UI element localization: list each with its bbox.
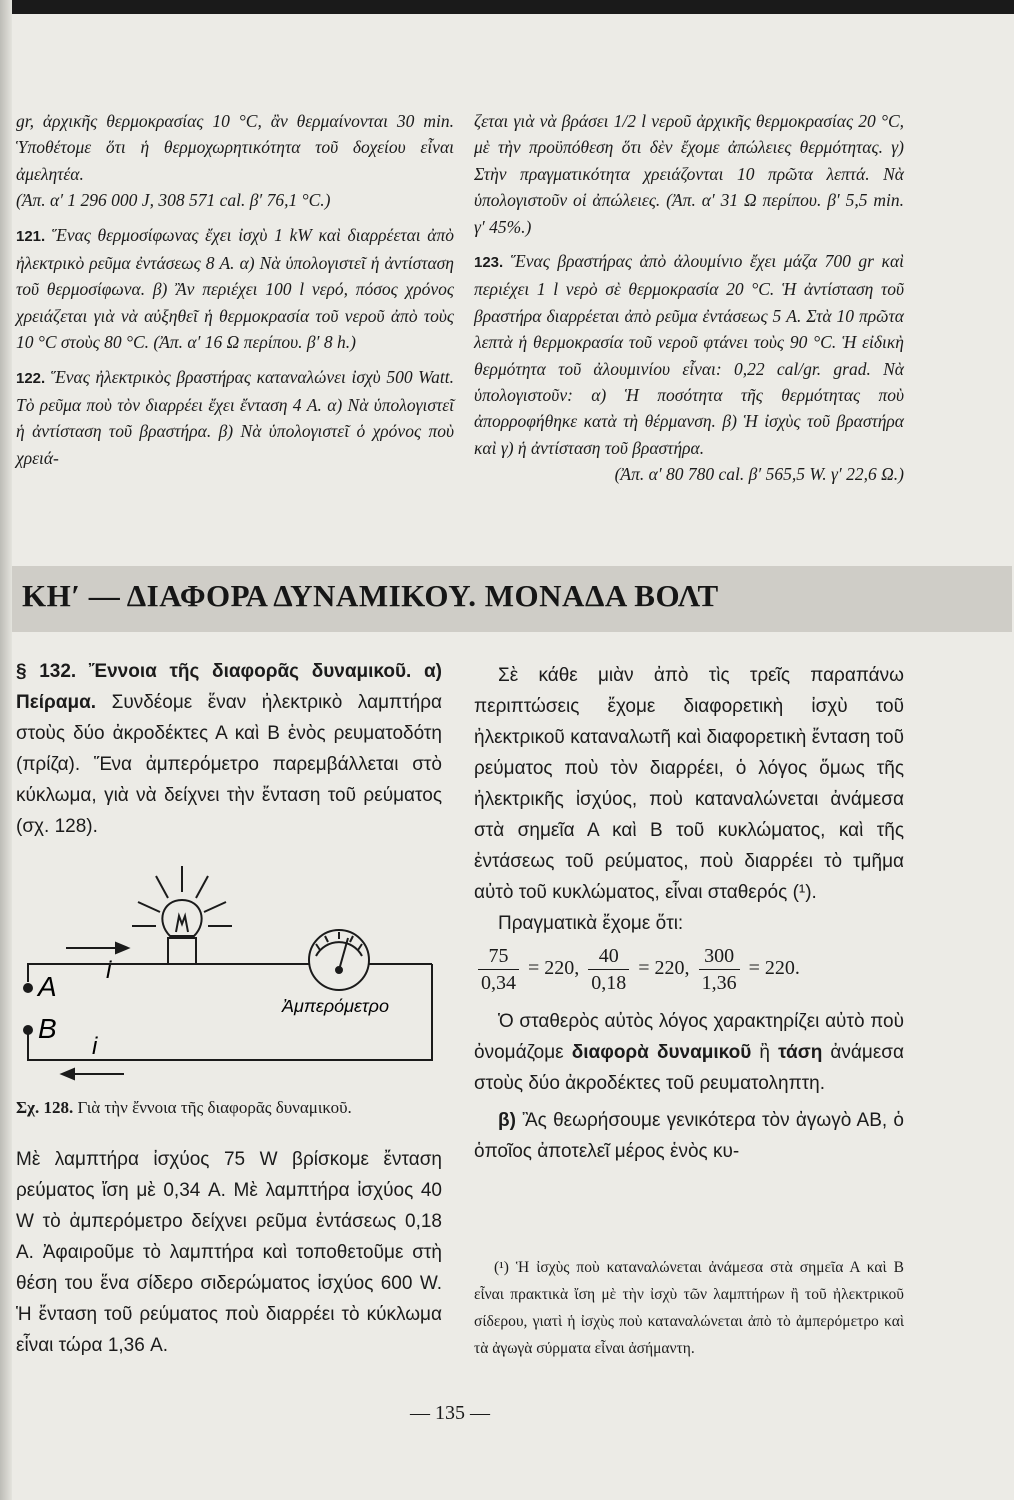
problem-text: Ἕνας βραστήρας ἀπὸ ἀλουμίνιο ἔχει μάζα 700 gr καὶ περιέχει 1 l νερὸ σὲ θερμοκρασία 20 °C. Ἡ ἀντίσταση τοῦ βραστήρα διαρρέεται ἀπὸ ρεῦμα ἐντάσεως 5 A. Στὰ 10 πρῶτα λεπτὰ ἡ θερμοκρασία τοῦ νεροῦ φτάνει τοὺς 90 °C. Ἡ εἰδικὴ θερμότητα τοῦ ἀλουμινίου εἶναι: 0,22 cal/gr. grad. Νὰ ὑπολογιστοῦν: α) Ἡ ποσότητα τῆς θερμότητας ποὺ ἀπορροφήθηκε κατὰ τὴ θέρμανση. β) Ἡ ἰσχὺς τοῦ βραστήρα καὶ γ) ἡ ἀντίσταση τοῦ βραστήρα. <box>474 251 905 458</box>
generalization-text: Ἂς θεωρήσουμε γενικότερα τὸν ἀγωγὸ ΑΒ, ὁ ὁποῖος ἀποτελεῖ μέρος ἑνὸς κυ- <box>474 1110 904 1162</box>
fraction-denominator: 0,18 <box>591 972 627 994</box>
fraction-2 <box>588 943 629 996</box>
caption-number: Σχ. 128. <box>16 1098 74 1117</box>
problem-122 <box>16 364 454 472</box>
label-a: A <box>38 971 57 1002</box>
definition-paragraph <box>474 1006 904 1099</box>
terminal-b-dot <box>23 1025 33 1035</box>
caption-text: Γιὰ τὴν ἔννοια τῆς διαφορᾶς δυναμικοῦ. <box>77 1098 352 1117</box>
light-rays <box>132 866 232 926</box>
chapter-title: ΚΗ′ — ΔΙΑΦΟΡΑ ΔΥΝΑΜΙΚΟΥ. ΜΟΝΑΔΑ ΒΟΛΤ <box>22 578 719 613</box>
right-problems-column <box>474 108 904 488</box>
fraction-denominator: 0,34 <box>481 972 516 994</box>
ammeter-icon <box>309 930 369 990</box>
definition-text: ἀνάμεσα στοὺς δύο ἀκροδέκτες τοῦ ρευματοληπτη. <box>474 1042 905 1094</box>
left-body-column <box>16 656 442 842</box>
label-i-top: i <box>106 957 112 984</box>
label-i-bottom: i <box>92 1033 98 1060</box>
problem-text: Ἕνας ἠλεκτρικὸς βραστήρας καταναλώνει ἰσχὺ 500 Watt. Τὸ ρεῦμα ποὺ τὸν διαρρέει ἔχει ἔνταση 4 A. α) Νὰ ὑπολογιστεῖ ἡ ἀντίσταση τοῦ βραστήρα. β) Νὰ ὑπολογιστεῖ ὁ χρόνος ποὺ χρειά- <box>16 366 455 468</box>
item-label: β) <box>498 1110 516 1131</box>
fraction-result: = 220. <box>748 957 800 980</box>
fraction-3 <box>699 943 740 996</box>
section-132 <box>16 656 442 842</box>
label-b: B <box>38 1013 57 1044</box>
problem-120-continuation: gr, ἀρχικῆς θερμοκρασίας 10 °C, ἂν θερμαίνονται 30 min. Ὑποθέτομε ὅτι ἡ θερμοχωρητικότητα τοῦ δοχείου εἶναι ἀμελητέα. <box>16 111 454 184</box>
ratio-equations <box>474 943 904 996</box>
right-body-column <box>474 660 904 1167</box>
definition-text: ἢ <box>759 1042 770 1063</box>
left-problems-column <box>16 108 454 471</box>
problem-number: 121. <box>16 227 46 245</box>
problem-120-answer: (Ἀπ. α′ 1 296 000 J, 308 571 cal. β′ 76,1 °C.) <box>16 190 331 211</box>
ammeter-label: Ἀμπερόμετρο <box>282 996 389 1016</box>
problem-122-continuation: ζεται γιὰ νὰ βράσει 1/2 l νεροῦ ἀρχικῆς θερμοκρασίας 20 °C, μὲ τὴν προϋπόθεση ὅτι δὲν ἔχομε ἀπώλειες θερμότητας. γ) Στὴν πραγματικότητα χρειάζονται 10 πρῶτα λεπτά. Νὰ ὑπολογιστοῦν οἱ ἀπώλειες. (Ἀπ. α′ 31 Ω περίπου. β′ 5,5 min. γ′ 45%.) <box>474 111 904 237</box>
page-number: — 135 — <box>410 1402 490 1424</box>
fraction-numerator: 300 <box>699 943 740 970</box>
fraction-result: = 220, <box>528 957 580 980</box>
power-ratio-paragraph <box>474 660 904 908</box>
problem-number: 123. <box>474 254 504 272</box>
measurement-paragraph: Μὲ λαμπτήρα ἰσχύος 75 W βρίσκομε ἔνταση ρεύματος ἴση μὲ 0,34 A. Μὲ λαμπτήρα ἰσχύος 40 W τὸ ἀμπερόμετρο δείχνει ρεῦμα ἐντάσεως 0,18 A. Ἀφαιροῦμε τὸ λαμπτήρα καὶ τοποθετοῦμε στὴ θέση του ἕνα σίδερο σιδερώματος ἰσχύος 600 W. Ἡ ἔνταση τοῦ ρεύματος ποὺ διαρρέει τὸ κύκλωμα εἶναι τώρα 1,36 A. <box>16 1149 442 1356</box>
section-heading: § 132. Ἔννοια τῆς διαφορᾶς δυναμικοῦ. α) Πείραμα. <box>16 661 442 713</box>
circuit-figure <box>16 852 446 1092</box>
arrow-right-icon <box>66 943 128 953</box>
figure-caption <box>16 1098 446 1118</box>
term-potential-difference: διαφορὰ δυναμικοῦ <box>571 1042 752 1063</box>
term-voltage: τάση <box>778 1042 823 1063</box>
footnote: (¹) Ἡ ἰσχὺς ποὺ καταναλώνεται ἀνάμεσα στὰ σημεῖα Α καὶ Β εἶναι πρακτικὰ ἴση μὲ τὴν ἰσχὺ τῶν λαμπτήρων ἢ τοῦ ἠλεκτρικοῦ σίδερου, γιατὶ ἡ ἰσχὺς ποὺ καταναλώνεται ἀπὸ τὸ ἀμπερόμετρο καὶ τὰ ἀγωγὰ σύρματα εἶναι ἀσήμαντη. <box>474 1259 904 1357</box>
generalization-paragraph <box>474 1105 904 1167</box>
footnote-ref: (¹). <box>792 882 817 903</box>
scan-top-edge <box>0 0 1014 14</box>
terminal-a-dot <box>23 983 33 993</box>
lamp-icon <box>162 900 201 964</box>
fraction-1 <box>478 943 519 996</box>
problem-text: Ἕνας θερμοσίφωνας ἔχει ἰσχὺ 1 kW καὶ διαρρέεται ἀπὸ ἠλεκτρικὸ ρεῦμα ἐντάσεως 8 A. α) Νὰ ὑπολογιστεῖ ἡ ἀντίσταση τοῦ θερμοσίφωνα. β) Ἂν περιέχει 100 l νερό, πόσος χρόνος χρειάζεται γιὰ νὰ αὐξηθεῖ ἡ θερμοκρασία τοῦ νεροῦ ἀπὸ τοὺς 10 °C στοὺς 80 °C. (Ἀπ. α′ 16 Ω περίπου. β′ 8 h.) <box>16 224 454 353</box>
fraction-numerator: 75 <box>478 943 519 970</box>
problem-123 <box>474 248 904 461</box>
definition-text: Ὁ σταθερὸς αὐτὸς λόγος χαρακτηρίζει αὐτὸ ποὺ ὀνομάζομε <box>474 1011 904 1063</box>
section-text: Συνδέομε ἕναν ἠλεκτρικὸ λαμπτήρα στοὺς δύο ἀκροδέκτες Α καὶ Β ἑνὸς ρευματοδότη (πρίζα). Ἕνα ἀμπερόμετρο παρεμβάλλεται στὸ κύκλωμα, γιὰ νὰ δείχνει τὴν ἔνταση τοῦ ρεύματος (σχ. 128). <box>16 692 443 837</box>
equation-intro: Πραγματικὰ ἔχομε ὅτι: <box>498 913 684 934</box>
arrow-left-icon <box>62 1069 124 1079</box>
fraction-result: = 220, <box>638 957 690 980</box>
fraction-numerator: 40 <box>588 943 629 970</box>
fraction-denominator: 1,36 <box>701 972 737 994</box>
problem-123-answer: (Ἀπ. α′ 80 780 cal. β′ 565,5 W. γ′ 22,6 Ω.) <box>614 464 904 485</box>
problem-121 <box>16 222 454 356</box>
problem-number: 122. <box>16 369 46 387</box>
scan-left-edge <box>0 0 12 1500</box>
left-body-column-bottom <box>16 1144 442 1361</box>
power-ratio-text: Σὲ κάθε μιὰν ἀπὸ τὶς τρεῖς παραπάνω περιπτώσεις ἔχομε διαφορετικὴ ἰσχὺ τοῦ ἠλεκτρικοῦ καταναλωτῆ καὶ διαφορετικὴ ἔνταση τοῦ ρεύματος ποὺ τὸν διαρρέει, ὁ λόγος ὅμως τῆς ἠλεκτρικῆς ἰσχύος, ποὺ καταναλώνεται ἀνάμεσα στὰ σημεῖα Α καὶ Β τοῦ κυκλώματος, καὶ τῆς ἐντάσεως τοῦ ρεύματος, ποὺ διαρρέει τὸ τμῆμα αὐτὸ τοῦ κυκλώματος, εἶναι σταθερός <box>474 665 904 903</box>
